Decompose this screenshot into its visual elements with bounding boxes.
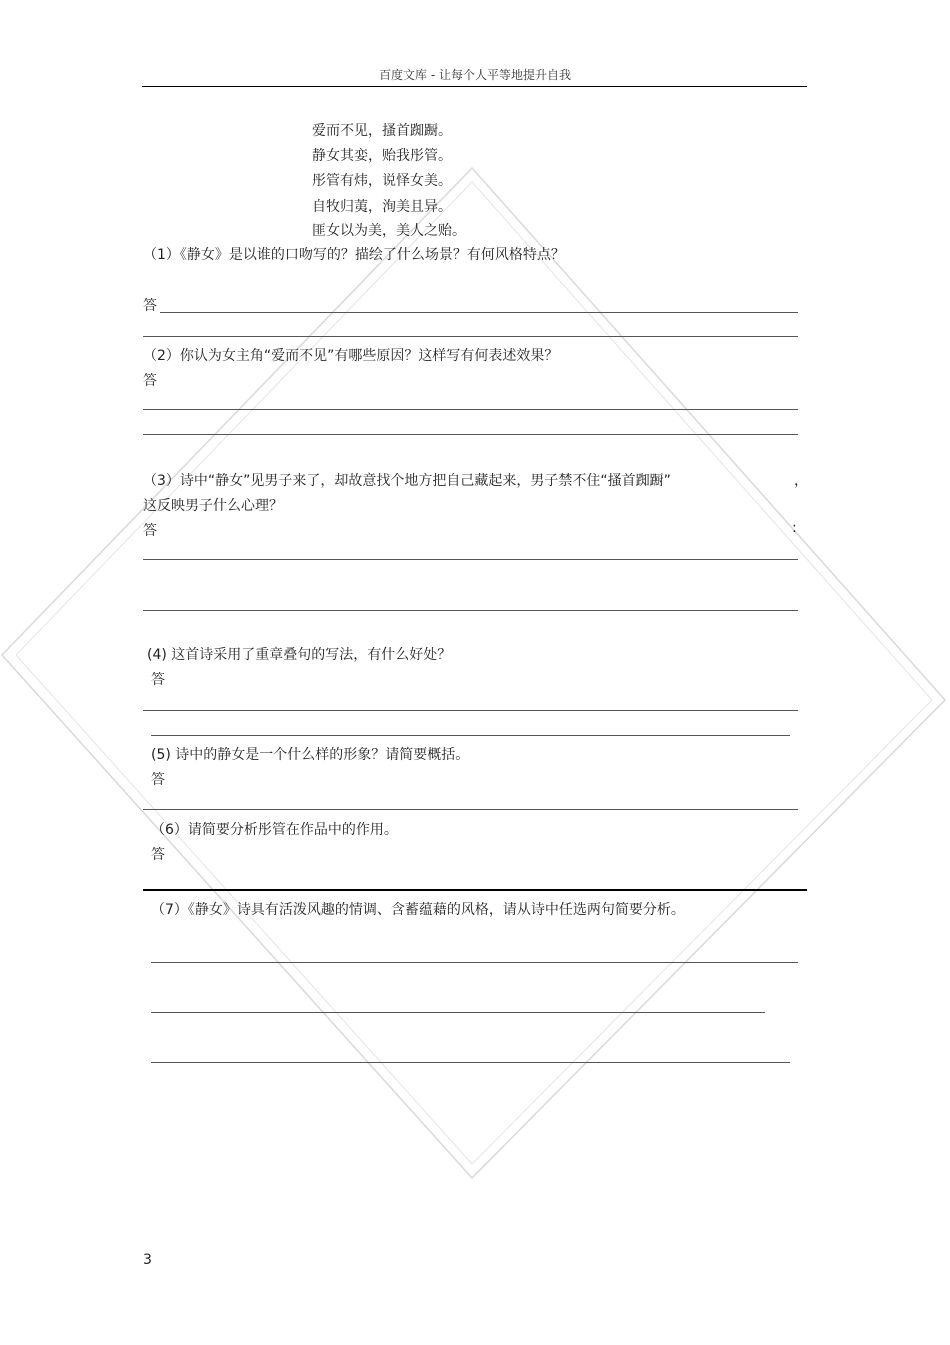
answer-line xyxy=(143,710,798,711)
answer-colon: : xyxy=(792,520,797,536)
answer-line xyxy=(151,1012,765,1013)
answer-line xyxy=(151,735,790,736)
poem-line: 爱而不见，搔首踟蹰。 xyxy=(312,123,452,139)
answer-label: 答 xyxy=(151,772,165,788)
answer-label: 答 xyxy=(151,847,165,863)
question-7: （7）《静女》诗具有活泼风趣的情调、含蓄蕴藉的风格，请从诗中任选两句简要分析。 xyxy=(151,902,685,918)
answer-label: 答 xyxy=(151,672,165,688)
poem-line: 静女其娈，贻我彤管。 xyxy=(312,148,452,164)
answer-label: 答 xyxy=(143,523,157,539)
poem-line: 匪女以为美，美人之贻。 xyxy=(312,223,466,239)
question-3-comma: ， xyxy=(794,473,808,489)
answer-line xyxy=(151,962,798,963)
question-3-continued: 这反映男子什么心理？ xyxy=(143,498,283,514)
answer-label: 答 xyxy=(143,298,157,314)
poem-line: 彤管有炜，说怿女美。 xyxy=(312,173,452,189)
question-6: （6）请简要分析彤管在作品中的作用。 xyxy=(151,822,398,838)
answer-line xyxy=(143,434,798,435)
question-1: （1）《静女》是以谁的口吻写的？描绘了什么场景？有何风格特点？ xyxy=(143,247,565,263)
answer-line xyxy=(160,312,798,313)
answer-line xyxy=(151,1062,790,1063)
answer-label: 答 xyxy=(143,373,157,389)
section-rule xyxy=(143,889,807,891)
question-4: (4) 这首诗采用了重章叠句的写法，有什么好处？ xyxy=(147,647,452,663)
answer-line xyxy=(143,409,798,410)
question-3: （3）诗中“静女”见男子来了，却故意找个地方把自己藏起来，男子禁不住“搔首踟蹰” xyxy=(143,473,671,489)
answer-line xyxy=(143,809,798,810)
header-rule xyxy=(142,86,807,87)
poem-line: 自牧归荑，洵美且异。 xyxy=(312,199,452,215)
question-2: （2）你认为女主角“爱而不见”有哪些原因？这样写有何表述效果？ xyxy=(143,348,559,364)
answer-line xyxy=(143,559,798,560)
question-5: (5) 诗中的静女是一个什么样的形象？请简要概括。 xyxy=(151,747,470,763)
answer-line xyxy=(143,610,798,611)
page-header: 百度文库 - 让每个人平等地提升自我 xyxy=(379,68,571,82)
page-number: 3 xyxy=(143,1252,152,1268)
answer-line xyxy=(143,336,798,337)
